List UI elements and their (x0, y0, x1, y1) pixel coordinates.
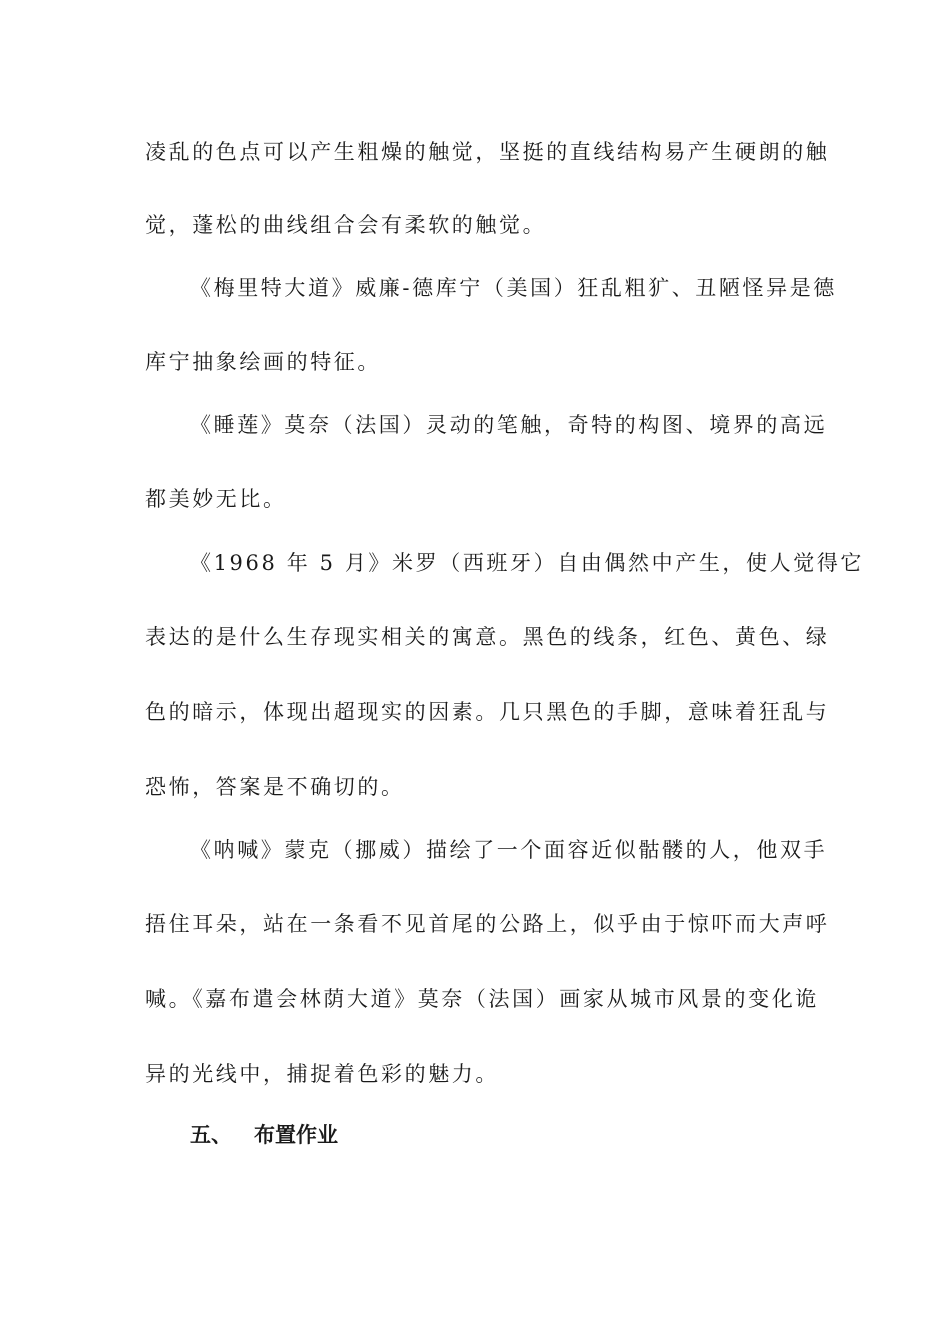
paragraph-line: 《呐喊》蒙克（挪威）描绘了一个面容近似骷髅的人，他双手 (190, 838, 828, 862)
paragraph-line: 《睡莲》莫奈（法国）灵动的笔触，奇特的构图、境界的高远 (190, 413, 828, 437)
paragraph-line: 库宁抽象绘画的特征。 (145, 350, 381, 374)
section-number: 五、 (190, 1123, 232, 1147)
paragraph-line: 异的光线中，捕捉着色彩的魅力。 (145, 1062, 499, 1086)
section-heading (190, 1120, 338, 1150)
paragraph-line: 恐怖，答案是不确切的。 (145, 775, 405, 799)
paragraph-line: 表达的是什么生存现实相关的寓意。黑色的线条，红色、黄色、绿 (145, 625, 830, 649)
paragraph-line: 凌乱的色点可以产生粗燥的触觉，坚挺的直线结构易产生硬朗的触 (145, 140, 830, 164)
paragraph-line: 捂住耳朵，站在一条看不见首尾的公路上，似乎由于惊吓而大声呼 (145, 912, 830, 936)
paragraph-line: 觉，蓬松的曲线组合会有柔软的触觉。 (145, 213, 547, 237)
paragraph-line: 《梅里特大道》威廉-德库宁（美国）狂乱粗犷、丑陋怪异是德 (190, 276, 837, 300)
paragraph-line: 《1968 年 5 月》米罗（西班牙）自由偶然中产生，使人觉得它 (190, 551, 865, 575)
paragraph-line: 都美妙无比。 (145, 487, 287, 511)
paragraph-line: 喊。《嘉布遣会林荫大道》莫奈（法国）画家从城市风景的变化诡 (145, 987, 819, 1011)
paragraph-line: 色的暗示，体现出超现实的因素。几只黑色的手脚，意味着狂乱与 (145, 700, 830, 724)
section-title: 布置作业 (254, 1123, 338, 1147)
